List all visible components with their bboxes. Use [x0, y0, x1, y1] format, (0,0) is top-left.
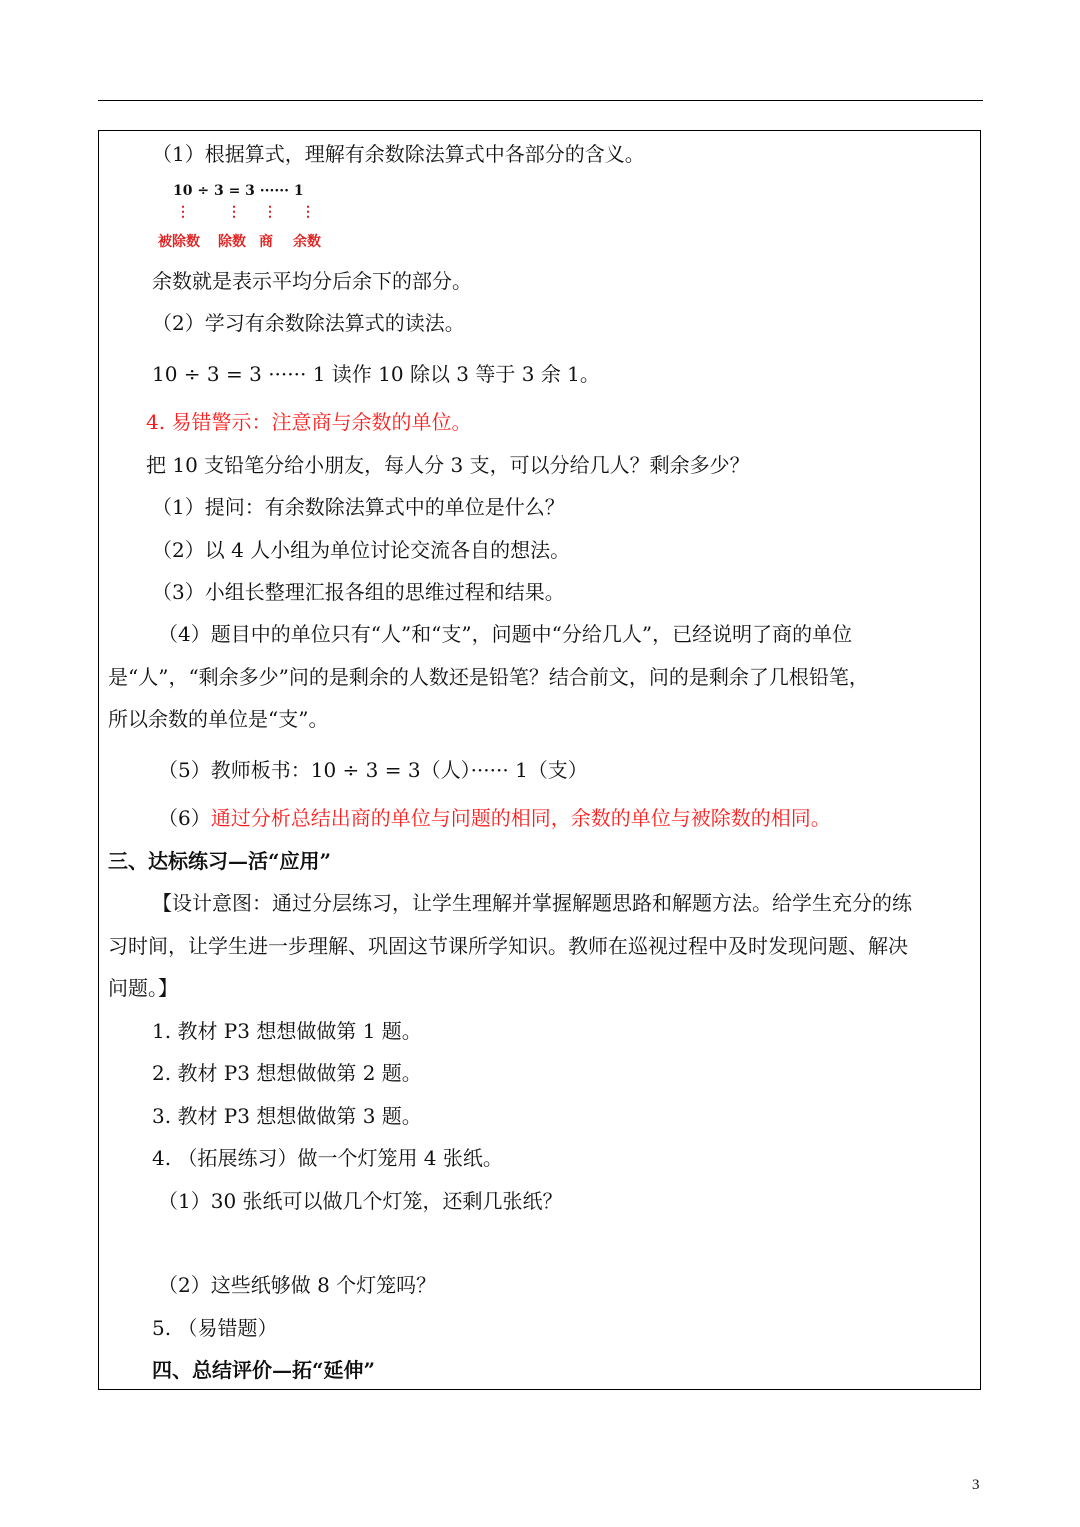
- text-line: （2）以 4 人小组为单位讨论交流各自的想法。: [152, 538, 571, 562]
- label-divisor: 除数: [218, 234, 246, 250]
- list-item: 4. （拓展练习）做一个灯笼用 4 张纸。: [152, 1146, 503, 1170]
- warning-heading: 4. 易错警示：注意商与余数的单位。: [146, 410, 472, 434]
- text-line: [158, 806, 831, 830]
- text-line: （1）提问：有余数除法算式中的单位是什么？: [152, 495, 565, 519]
- list-item: 1. 教材 P3 想想做做第 1 题。: [152, 1019, 422, 1043]
- label-remainder: 余数: [293, 234, 321, 250]
- text-line: 余数就是表示平均分后余下的部分。: [152, 269, 472, 293]
- text-line: （3）小组长整理汇报各组的思维过程和结果。: [152, 580, 565, 604]
- text-line: 把 10 支铅笔分给小朋友，每人分 3 支，可以分给几人？剩余多少？: [146, 453, 750, 477]
- text-line: （5）教师板书：10 ÷ 3 = 3（人）······ 1（支）: [158, 758, 588, 782]
- text-line: 【设计意图：通过分层练习，让学生理解并掌握解题思路和解题方法。给学生充分的练: [152, 891, 912, 915]
- list-item: 3. 教材 P3 想想做做第 3 题。: [152, 1104, 422, 1128]
- text-line: （1）30 张纸可以做几个灯笼，还剩几张纸？: [158, 1189, 563, 1213]
- label-quotient: 商: [259, 234, 273, 250]
- dotted-connector: ⋮: [301, 204, 315, 220]
- text-line: 是“人”，“剩余多少”问的是剩余的人数还是铅笔？结合前文，问的是剩余了几根铅笔，: [108, 665, 869, 689]
- label-dividend: 被除数: [158, 234, 200, 250]
- section-heading: 三、达标练习—活“应用”: [108, 849, 332, 873]
- text-line: （1）根据算式，理解有余数除法算式中各部分的含义。: [152, 142, 645, 166]
- text-line: 问题。】: [108, 976, 178, 1000]
- header-rule: [98, 100, 983, 101]
- text-line: （2）这些纸够做 8 个灯笼吗？: [158, 1273, 437, 1297]
- summary-highlight: 通过分析总结出商的单位与问题的相同，余数的单位与被除数的相同。: [210, 806, 831, 830]
- text-line: （4）题目中的单位只有“人”和“支”，问题中“分给几人”，已经说明了商的单位: [158, 622, 853, 646]
- dotted-connector: ⋮: [263, 204, 277, 220]
- list-item: 2. 教材 P3 想想做做第 2 题。: [152, 1061, 422, 1085]
- list-item: 5. （易错题）: [152, 1316, 278, 1340]
- text-line: 10 ÷ 3 = 3 ······ 1 读作 10 除以 3 等于 3 余 1。: [152, 362, 600, 386]
- section-heading: 四、总结评价—拓“延伸”: [152, 1358, 376, 1382]
- text-line: 所以余数的单位是“支”。: [108, 707, 329, 731]
- text-line: （2）学习有余数除法算式的读法。: [152, 311, 465, 335]
- item-number: （6）: [158, 806, 211, 830]
- dotted-connector: ⋮: [227, 204, 241, 220]
- page-number: 3: [972, 1477, 980, 1493]
- dotted-connector: ⋮: [176, 204, 190, 220]
- division-equation: 10 ÷ 3 = 3 ······ 1: [173, 183, 304, 199]
- text-line: 习时间，让学生进一步理解、巩固这节课所学知识。教师在巡视过程中及时发现问题、解决: [108, 934, 908, 958]
